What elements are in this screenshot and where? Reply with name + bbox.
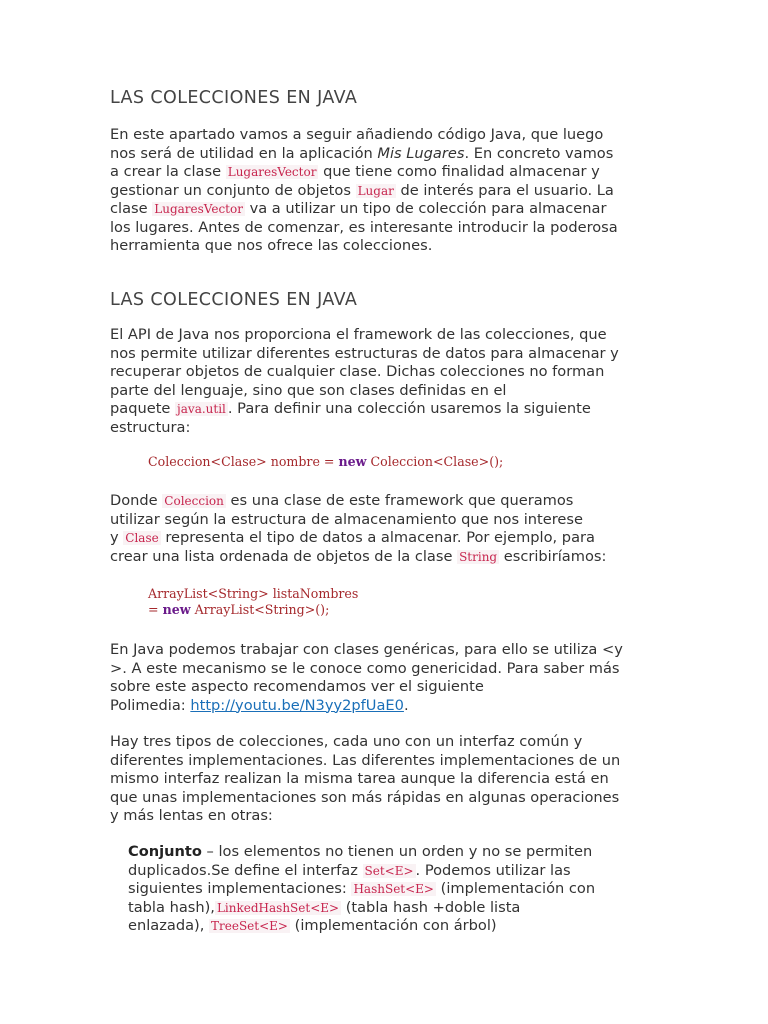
text: (implementación con árbol) — [289, 917, 497, 934]
code-block-declaration — [148, 454, 503, 470]
inline-code: Set<E> — [364, 863, 414, 878]
text-line: estructura: — [110, 418, 191, 436]
code-block-arraylist — [148, 586, 358, 618]
inline-code: Coleccion — [164, 494, 224, 508]
inline-code: TreeSet<E> — [211, 919, 288, 933]
text: (implementación con — [436, 880, 596, 897]
term-bold: Conjunto — [128, 843, 202, 860]
text: Polimedia: — [110, 696, 191, 714]
text: escribiríamos: — [499, 547, 607, 565]
text: gestionar un conjunto de objetos — [110, 181, 356, 199]
text-line: los lugares. Antes de comenzar, es interesante introducir la poderosa — [110, 218, 618, 236]
text-line — [110, 145, 670, 164]
code-text: ArrayList<String> listaNombres — [148, 586, 359, 601]
text-line: y más lentas en otras: — [110, 807, 273, 824]
text: clase — [110, 200, 153, 217]
text-line — [128, 880, 668, 899]
text: paquete — [110, 400, 176, 417]
text-line — [110, 529, 670, 548]
text-line — [128, 843, 668, 862]
text: enlazada), — [128, 917, 210, 934]
text-line: nos permite utilizar diferentes estructuras de datos para almacenar y — [110, 344, 619, 362]
app-name-italic: Mis Lugares — [377, 144, 465, 162]
inline-code: String — [459, 549, 498, 564]
text: (tabla hash +doble lista — [341, 898, 521, 916]
text-line — [110, 200, 670, 219]
text: representa el tipo de datos a almacenar. Por ejemplo, para — [160, 529, 595, 546]
text: siguientes implementaciones: — [128, 880, 352, 897]
text: . Podemos utilizar las — [415, 861, 571, 879]
text-line: herramienta que nos ofrece las colecciones. — [110, 237, 433, 254]
text-line: El API de Java nos proporciona el framework de las colecciones, que — [110, 326, 607, 343]
inline-code: LugaresVector — [154, 202, 243, 216]
text: . Para definir una colección usaremos la siguiente — [227, 400, 591, 417]
text: y — [110, 529, 124, 546]
inline-code: HashSet<E> — [353, 882, 434, 896]
intro-paragraph — [110, 126, 670, 256]
text: tabla hash), — [128, 898, 215, 916]
text-line — [110, 548, 670, 567]
inline-code: Lugar — [357, 183, 394, 198]
code-text: Coleccion<Clase>(); — [366, 454, 504, 469]
text: que tiene como finalidad almacenar y — [318, 163, 600, 180]
text-line: parte del lenguaje, sino que son clases definidas en el — [110, 381, 507, 399]
text-line: >. A este mecanismo se le conoce como genericidad. Para saber más — [110, 659, 620, 677]
code-text: = — [148, 602, 163, 617]
text: Donde — [110, 492, 163, 509]
text-line: que unas implementaciones son más rápidas en algunas operaciones — [110, 788, 620, 806]
text-line — [110, 400, 670, 419]
text: es una clase de este framework que queramos — [225, 492, 574, 509]
text-line: Hay tres tipos de colecciones, cada uno con un interfaz común y — [110, 733, 583, 750]
text: . En concreto vamos — [464, 144, 614, 162]
code-text: ArrayList<String>(); — [190, 602, 330, 617]
donde-paragraph — [110, 492, 670, 566]
code-keyword: new — [338, 454, 367, 469]
inline-code: LugaresVector — [227, 165, 317, 179]
text-line: diferentes implementaciones. Las diferentes implementaciones de un — [110, 751, 621, 769]
text: duplicados.Se define el interfaz — [128, 861, 363, 879]
code-keyword: new — [162, 602, 191, 617]
text-line: mismo interfaz realizan la misma tarea aunque la diferencia está en — [110, 770, 609, 787]
text-line — [110, 492, 670, 511]
text-line — [128, 862, 668, 881]
text: – los elementos no tienen un orden y no se permiten — [201, 843, 593, 860]
code-text: Coleccion<Clase> nombre = — [148, 454, 339, 469]
text: nos será de utilidad en la aplicación — [110, 144, 378, 162]
text-line: En este apartado vamos a seguir añadiendo código Java, que luego — [110, 126, 604, 143]
text-line: recuperar objetos de cualquier clase. Dichas colecciones no forman — [110, 363, 605, 380]
text-line — [128, 899, 668, 918]
api-paragraph — [110, 326, 670, 437]
section-heading-1: LAS COLECCIONES EN JAVA — [110, 88, 358, 108]
text-line — [110, 163, 670, 182]
genericity-paragraph — [110, 641, 670, 715]
text-line: sobre este aspecto recomendamos ver el siguiente — [110, 678, 484, 695]
text-line — [128, 917, 668, 936]
text-line: utilizar según la estructura de almacenamiento que nos interese — [110, 510, 583, 528]
text-line — [110, 697, 670, 716]
text: a crear la clase — [110, 163, 226, 180]
text-line: En Java podemos trabajar con clases genéricas, para ello se utiliza <y — [110, 641, 623, 658]
inline-code: java.util — [177, 402, 226, 416]
section-heading-2: LAS COLECCIONES EN JAVA — [110, 290, 358, 310]
collection-types-paragraph — [110, 733, 670, 826]
text: . — [403, 696, 409, 714]
text: de interés para el usuario. La — [395, 181, 614, 199]
polimedia-link[interactable]: http://youtu.be/N3yy2pfUaE0 — [190, 696, 404, 714]
inline-code: Clase — [125, 531, 159, 545]
inline-code: LinkedHashSet<E> — [216, 900, 340, 915]
text: va a utilizar un tipo de colección para almacenar — [244, 200, 607, 217]
conjunto-paragraph — [128, 843, 668, 936]
text: crear una lista ordenada de objetos de la clase — [110, 547, 458, 565]
text-line — [110, 182, 670, 201]
